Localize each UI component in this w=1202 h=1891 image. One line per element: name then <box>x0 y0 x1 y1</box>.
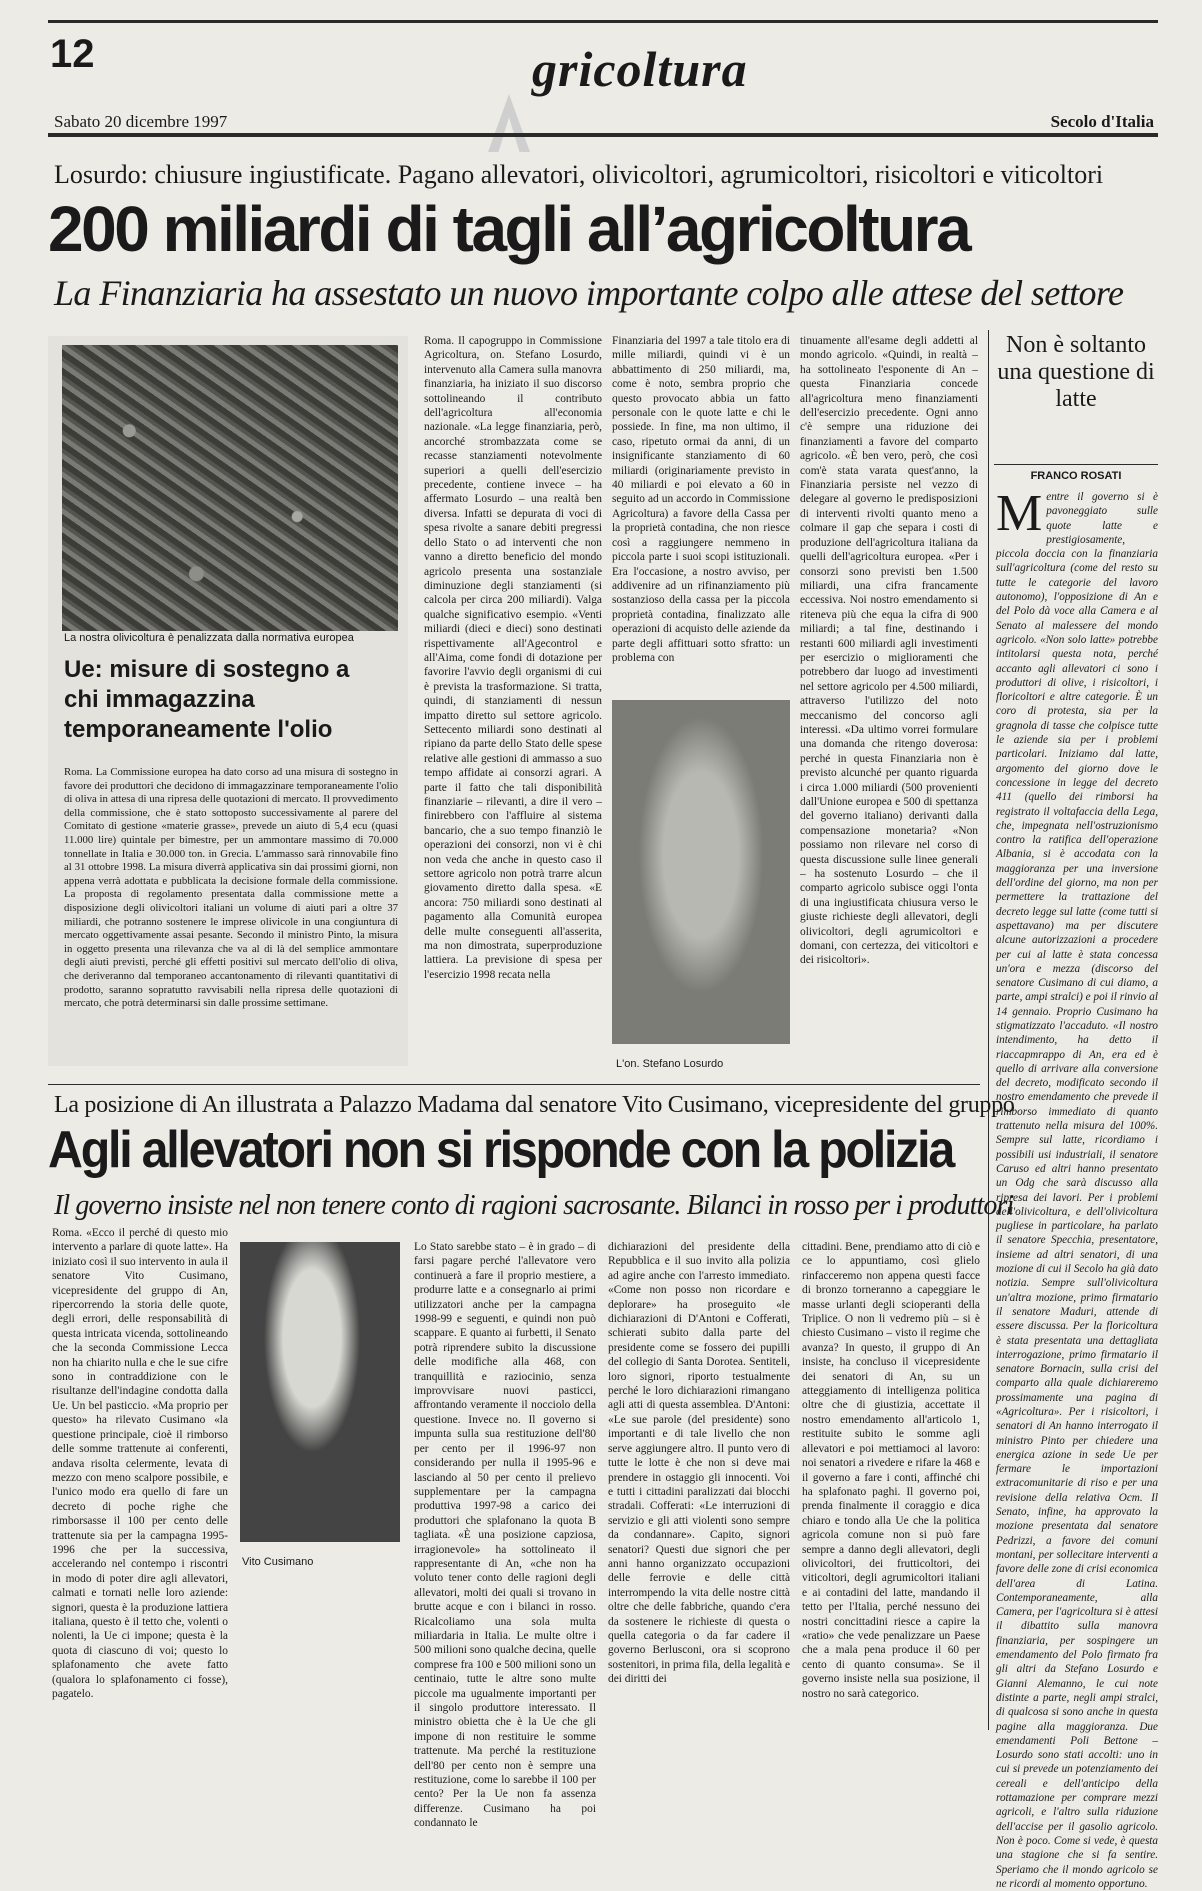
sidebar-byline: FRANCO ROSATI <box>1030 470 1122 482</box>
issue-date: Sabato 20 dicembre 1997 <box>54 112 228 131</box>
sidebar-title: Non è soltanto una questione di latte <box>997 332 1155 412</box>
story2-deck: Il governo insiste nel non tenere conto di ragioni sacrosante. Bilanci in rosso per i produttori <box>54 1190 1014 1221</box>
section-title-text: gricoltura <box>532 41 748 97</box>
cusimano-portrait <box>240 1242 400 1542</box>
story2-column-4: cittadini. Bene, prendiamo atto di ciò e ce lo appuntiamo, così glielo rinfacceremo non appena questi facce di bronzo torneranno a capeggiare le masse urlanti degli scioperanti della Triplice. O non li vedremo più – si è chiesto Cusimano – visto il regime che avanza? In questo, il gruppo di An insiste, ha concluso il vicepresidente dei senatori di An, su un atteggiamento di intelligenza politica oltre che di giustizia, accettate il nostro emendamento all'articolo 1, restituite subito le somme agli allevatori e poi mettiamoci al lavoro: noi senatori a rivedere e rifare la 468 e il governo a fare i conti, affinché chi ha splafonato paghi. Il governo poi, prenda finalmente il coraggio e dica chiaro e tondo alla Ue che la politica agricola comune non si può fare sempre a danno degli allevatori, degli olivicoltori, dei frutticoltori, dei viticoltori, degli agrumicoltori italiani e ai contadini del latte, mandando il tetto per l'Italia, perché nessuno dei nostri concittadini riesce a capire la «ratio» che vede penalizzare un Paese che a mala pena produce il 60 per cento di quanto consuma». Se il governo insiste nella sua posizione, il nostro no sarà categorico. <box>802 1241 980 1700</box>
losurdo-caption: L'on. Stefano Losurdo <box>616 1058 724 1070</box>
sidebar-dropcap: M <box>996 485 1043 542</box>
sidebar-title-rule <box>994 464 1158 465</box>
top-rule <box>48 20 1158 23</box>
losurdo-portrait <box>612 700 790 1044</box>
newspaper-masthead: Secolo d'Italia <box>1050 112 1154 131</box>
story1-column-3: tinuamente all'esame degli addetti al mondo agricolo. «Quindi, in realtà – ha sottolineato l'esponente di An – questa Finanziaria concede all'agricoltura meno finanziamenti dell'esercizio precedente. Ogni anno c'è sempre una riduzione dei finanziamenti a favore del comparto agricolo. «È ben vero, però, che così com'è stata varata quest'anno, la Finanziaria persiste nel vezzo di delegare al governo le predisposizioni di interventi rivolti quanto meno a colmare il gap che separa i costi di produzione dell'agricoltura italiana da quelli dell'agricoltura europea. «Per i consorzi sono previsti ben 1.500 miliardi, una cifra francamente eccessiva. Noi nostro emendamento si riteneva più che equa la cifra di 900 miliardi; a tal fine, destinando i restanti 600 miliardi agli investimenti per esercizio o miglioramenti che potrebbero dar luogo ad investimenti nel settore agricolo per 4.500 miliardi, attraverso l'utilizzo del noto meccanismo del concorso agli interessi. «Da ultimo vorrei formulare una domanda che ritengo doverosa: perché in questa Finanziaria non è previsto alcunché per quanto riguarda i circa 1.000 miliardi (500 provenienti dall'Unione europea e 500 di spettanza del governo italiano) derivanti dalla compensazione monetaria? «Non possiamo non rilevare nel corso di questa discussione sulle linee generali – ha sostenuto Losurdo – che il comparto agricolo subisce oggi l'onta di una ingiustificata chiusura verso le giuste richieste degli allevatori, degli olivicoltori, degli agrumicoltori e domani, con certezza, dei viticoltori e dei risicoltori». <box>800 335 978 967</box>
story1-deck: La Finanziaria ha assestato un nuovo importante colpo alle attese del settore <box>54 273 1124 313</box>
ue-story-headline: Ue: misure di sostegno a chi immagazzina temporaneamente l'olio <box>64 656 350 743</box>
ue-story-body: Roma. La Commissione europea ha dato corso ad una misura di sostegno in favore dei produttori che decidono di immagazzinare temporaneamente l'olio di oliva in attesa di una ripresa delle quotazioni di mercato. Il provvedimento della commissione, che è stato sottoposto successivamente al parere del Comitato di gestione «materie grasse», prevede un aiuto di 5,4 ecu (quasi 11.000 lire) quintale per bimestre, per un ammontare massimo di 70.000 tonnellate in Italia e 30.000 ton. in Grecia. L'ammasso sarà rinnovabile fino al 31 ottobre 1998. La misura diverrà applicativa sin dai prossimi giorni, non appena verrà adottata e pubblicata la decisione formale della commissione. La proposta di regolamento presentata dalla commissione mette a disposizione degli olivicoltori italiani un volume di aiuti pari a oltre 37 miliardi, che potranno sostenere le imprese olivicole in una congiuntura di mercato oggettivamente assai pesante. Secondo il ministro Pinto, la misura in oggetto presenta una rilevanza che va al di là del semplice ammontare degli aiuti previsti, perché gli effetti positivi sul mercato dell'olio di oliva, che deriveranno dal temporaneo accantonamento di rilevanti quantitativi di prodotto, saranno sopratutto ravvisabili nella ripresa delle quotazioni di mercato, che potrà determinarsi sin dalle prossime settimane. <box>64 766 398 1010</box>
story2-top-rule <box>48 1084 980 1085</box>
cusimano-caption: Vito Cusimano <box>242 1556 314 1568</box>
story1-column-1: Roma. Il capogruppo in Commissione Agricoltura, on. Stefano Losurdo, intervenuto alla Camera sulla manovra finanziaria, ha iniziato il suo discorso sottolineando il contributo dell'agricoltura all'economia nazionale. «La legge finanziaria, però, ancorché strombazzata come se recasse stanziamenti notevolmente superiori a quelli dell'esercizio precedente, contiene invece – ha affermato Losurdo – una realtà ben diversa. Infatti se depurata di voci di spesa rivolte a sanare debiti pregressi dello Stato o ad interventi che non vanno a diretto beneficio del mondo agricolo presenta una sostanziale diminuzione degli stanziamenti (si calcola per circa 200 miliardi). Valga qualche significativo esempio. «Venti miliardi (dieci e dieci) sono destinati rispettivamente all'Agecontrol e all'Aima, come fondi di dotazione per favorire l'avvio degli organismi di cui è prevista la trasformazione. Si tratta, quindi, di stanziamenti di nessun impatto diretto sul settore agricolo. Settecento miliardi sono destinati al ripiano da parte dello Stato delle spese relative alle gestioni di ammasso a suo tempo affidate ai consorzi agrari. A parte il fatto che tali disponibilità finanziarie – rilevanti, a dire il vero – finirebbero con l'affluire al sistema bancario, che a suo tempo finanziò le operazioni dei consorzi, non vi è chi non veda che anche in questo caso il settore agricolo non potrà trarre alcun giovamento diretto dalla spesa. «E ancora: 750 miliardi sono destinati al pagamento alla Comunità europea delle multe conseguenti all'asserita, ma non dimostrata, superproduzione lattiera. La previsione di spesa per l'esercizio 1998 recata nella <box>424 335 602 981</box>
story2-kicker: La posizione di An illustrata a Palazzo Madama dal senatore Vito Cusimano, vicepresidente del gruppo <box>54 1092 1015 1118</box>
sidebar-body-text: entre il governo si è pavoneggiato sulle quote latte e prestigiosamente, piccola doccia con la finanziaria sull'agricoltura (come del resto su tutte le categorie del lavoro autonomo), l'opposizione di An e del Polo dà voce alla Camera e al Senato al malessere del mondo agricolo. «Non solo latte» potrebbe intitolarsi questa nota, perché accanto agli allevatori ci sono i produttori di olive, i risicoltori, i floricoltori e altre categorie. È un coro di protesta, sia per la gragnola di tasse che colpisce tutte le aziende sia per i problemi particolari. Iniziamo dal latte, argomento del giorno dove le concessione in legge del decreto 411 (quello dei rimborsi ha registrato il voltafaccia della Lega, che, impegnata nell'ostruzionismo contro la ratifica dell'operazione Albania, si è accodata con la maggioranza per una inversione dell'ordine del giorno, ma non per permettere la trattazione del decreto legge sul latte (come tutti si aspettavano) ma per discutere alcune autorizzazioni a procedere per cui al latte è stata concessa un'ora e mezza (discorso del senatore Cusimano di cui diamo, a parte, ampi stralci) e poi il rinvio al 14 gennaio. Proprio Cusimano ha stigmatizzato l'accaduto. «Il nostro intendimento, ha detto il riaccapmrappo di An, era ed è quello di arrivare alla conversione del decreto, modificato secondo il nostro emendamento che prevede il rimborso immediato di quanto trattenuto nella misura del 100%. Sempre sul latte, ricordiamo i possibili usi industriali, il senatore Caruso ed altri hanno presentato un Odg che sarà discusso alla ripresa dei lavori. Per i problemi dell'olivicoltura, e dell'olivicoltura pugliese in particolare, ha parlato il senatore Specchia, presentatore, insieme ad altri senatori, di una mozione di cui il Secolo ha già dato notizia. Sempre sull'olivicoltura un'altra mozione, primo firmatario il senatore Maduri, attende di essere discussa. Per la floricoltura è stata presentata una dettagliata interrogazione, primo firmatario il senatore Bornacin, sulla crisi del comparto alla quale dichiareremo prossimamente una pagina di «Agricoltura». Per i risicoltori, i senatori di An hanno interrogato il ministro Pinto per chiedere una energica azione in sede Ue per fermare le importazioni extracomunitarie di riso e per una revisione della relativa Ocm. Il Senato, infine, ha approvato la mozione presentata dal senatore Pedrizzi, a favore dei comuni montani, per sollecitare interventi a favore delle zone di crisi economica dell'area di Latina. Contemporaneamente, alla Camera, per l'agricoltura si è attesi il dibattito sulla manovra finanziaria, per sospingere un emendamento del Polo firmato fra gli altri da Stefano Losurdo e Gianni Alemanno, le cui note distinte a parte, negli ampi stralci, di qualcosa si sono anche in questa pagine alla maggioranza. Due emendamenti Poli Bettone – Losurdo sono stati accolti: uno in cui si prevede un potenziamento dei cereali e dell'anticipo della rottamazione per comprare mezzi agricoli, e l'altro sulla riduzione dell'accise per il gasolio agricolo. Non è poco. Come si vede, è questa una stagione che si fa sentire. Speriamo che il mondo agricolo se ne ricordi al momento opportuno. <box>996 491 1158 1890</box>
story2-column-2: Lo Stato sarebbe stato – è in grado – di farsi pagare perché l'allevatore vero continuerà a fare il proprio mestiere, a produrre latte e a consegnarlo ai primi utilizzatori anche per la campagna 1998-99 e seguenti, e quindi non può scappare. E quanto ai furbetti, il Senato potrà riprendere subito la discussione delle modifiche alla 468, con tranquillità e raziocinio, senza improvvisare nuovi pasticci, affrontando veramente il nocciolo della questione. Invece no. Il governo si impunta sulla sua restituzione dell'80 per cento per il 1996-97 non considerando per nulla il 1995-96 e lasciando al 50 per cento il prelievo supplementare per la campagna produttiva 1997-98 a carico dei produttori che splafonano la quota B tagliata. «È una posizione capziosa, irragionevole» ha sottolineato il rappresentante di An, «che non ha voluto tener conto delle ragioni degli allevatori, molti dei quali si trovano in brutte acque e con i bilanci in rosso. Ricalcoliamo una sola multa miliardaria in Italia. Le multe oltre i 500 milioni sono qualche decina, quelle comprese fra 100 e 500 milioni sono un centinaio, tutte le altre sono multe piccole ma ugualmente importanti per il singolo produttore interessato. Il ministro obietta che è la Ue che gli impone di non restituire le somme trattenute. Ma perché la restituzione dell'80 per cento non è sempre una restituzione, come lo sarebbe il 100 per cento? Per la Ue non fa assenza differenze. Cusimano ha poi condannato le <box>414 1241 596 1830</box>
sidebar-divider <box>988 330 989 1730</box>
page-number: 12 <box>50 32 95 76</box>
story2-column-1: Roma. «Ecco il perché di questo mio intervento a parlare di quote latte». Ha iniziato così il suo intervento in aula il senatore Vito Cusimano, vicepresidente del gruppo di An, ripercorrendo la storia delle quote, degli errori, delle responsabilità di questa intricata vicenda, sottolineando che la seconda Commissione Lecca non ha chiarito nulla e che le sue cifre sono in contraddizione con le risultanze dell'indagine condotta dalla Ue. Un bel pasticcio. «Ma proprio per questo» ha rilevato Cusimano «la questione principale, cioè il rimborso delle somme trattenute ai conferenti, andava risolta celermente, levata di mezzo con meno scalpore possibile, e l'unico modo era quello di fare un decreto di poche righe che rimborsasse il 100 per cento delle trattenute sia per la campagna 1995-1996 che per la successiva, accelerando nel contempo i riscontri in modo di poter dire agli allevatori, calmati e tornati nelle loro aziende: signori, questa è la produzione lattiera italiana, questo è il tetto che, volenti o nolenti, la Ue ci impone; questa è la quota di ciascuno di voi; questo lo splafonamento che avete fatto (qualora lo splafonamento ci fosse), pagatelo. <box>52 1227 228 1700</box>
story1-headline: 200 miliardi di tagli all’agricoltura <box>48 193 970 265</box>
story1-column-2: Finanziaria del 1997 a tale titolo era di mille miliardi, quindi vi è un abbattimento di 250 miliardi, ma, come è noto, sembra proprio che questo provocato abbia un fatto personale con le quote latte e chi le possiede. In fine, ma non ultimo, il caso, ripetuto ormai da anni, di un insignificante stanziamento di 60 miliardi (originariamente previsto in 40 miliardi e poi elevato a 60 in seguito ad un accordo in Commissione Agricoltura) a favore della Cassa per la proprietà contadina, che non riesce così a raggiungere nemmeno in piccola parte i suoi scopi istituzionali. Era l'occasione, a nostro avviso, per addivenire ad un rifinanziamento più sostanzioso della cassa per la piccola proprietà contadina, finalizzato alle operazioni di acquisto delle aziende da parte degli affittuari sotto sfratto: un problema con <box>612 335 790 664</box>
story1-kicker: Losurdo: chiusure ingiustificate. Pagano allevatori, olivicoltori, agrumicoltori, risicoltori e viticoltori <box>54 160 1104 189</box>
story2-headline: Agli allevatori non si risponde con la polizia <box>48 1121 954 1179</box>
story2-column-3: dichiarazioni del presidente della Repubblica e il suo invito alla polizia ad agire anche con l'arresto immediato. «Come non posso non ricordare e deplorare» ha proseguito «le dichiarazioni di D'Antoni e Cofferati, schierati subito dalla parte del presidente come se fossero dei pupilli del collegio di Santa Dorotea. Sentiteli, loro signori, riporto testualmente perché le loro dichiarazioni rimangano agli atti di questa assemblea. D'Antoni: «Le sue parole (del presidente) sono importanti e di tale livello che non serve aggiungere altro. Il punto vero di tutte le lotte è che non si deve mai prendere in ostaggio gli innocenti. Voi e tutti i cittadini paralizzati dai blocchi stradali. Cofferati: «Le interruzioni di servizio e gli atti violenti sono sempre da condannare». Capito, signori senatori? Questi due signori che per anni hanno organizzato occupazioni delle ferrovie e delle città interrompendo la vita delle nostre città oltre che delle fabbriche, quando c'era da sostenere le richieste di questa o quella categoria o da far cadere il governo Berlusconi, ora si scoprono sostenitori, in prima fila, della legalità e dei diritti dei <box>608 1241 790 1686</box>
section-initial-graphic <box>488 94 530 152</box>
masthead-rule <box>48 133 1158 137</box>
olive-photo-caption: La nostra olivicoltura è penalizzata dalla normativa europea <box>64 632 354 644</box>
olive-tree-photo <box>62 345 398 631</box>
sidebar-body <box>996 485 1158 1890</box>
